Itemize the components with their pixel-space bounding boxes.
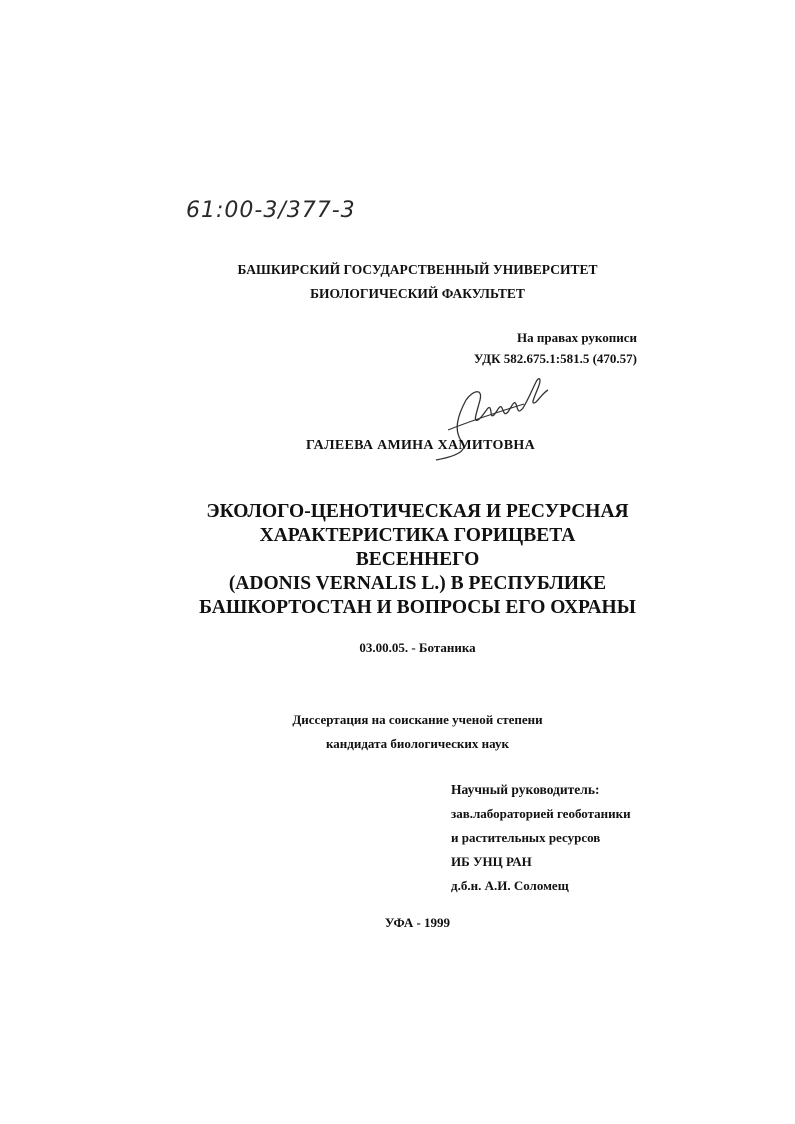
- city-year: УФА - 1999: [384, 915, 451, 930]
- manuscript-rights: На правах рукописи: [517, 330, 637, 345]
- archive-code: 61:00-3/377-3: [186, 198, 356, 223]
- advisor-label: Научный руководитель:: [451, 782, 600, 797]
- title-line-4: (ADONIS VERNALIS L.) В РЕСПУБЛИКЕ: [228, 573, 607, 594]
- title-line-5: БАШКОРТОСТАН И ВОПРОСЫ ЕГО ОХРАНЫ: [199, 597, 636, 618]
- title-line-3: ВЕСЕННЕГО: [355, 549, 480, 570]
- dissertation-title: [20, 500, 795, 620]
- author-name: ГАЛЕЕВА АМИНА ХАМИТОВНА: [306, 438, 535, 453]
- advisor-position: зав.лабораторией геоботаники: [451, 806, 631, 821]
- advisor-institute: ИБ УНЦ РАН: [451, 854, 532, 869]
- university-block: [20, 258, 795, 306]
- advisor-block: [451, 778, 631, 898]
- udc-code: УДК 582.675.1:581.5 (470.57): [473, 351, 637, 366]
- specialty-code: 03.00.05. - Ботаника: [359, 640, 476, 655]
- title-line-2: ХАРАКТЕРИСТИКА ГОРИЦВЕТА: [259, 525, 576, 546]
- degree-line-2: кандидата биологических наук: [326, 736, 509, 751]
- degree-block: [20, 708, 795, 756]
- title-line-1: ЭКОЛОГО-ЦЕНОТИЧЕСКАЯ И РЕСУРСНАЯ: [206, 501, 629, 522]
- advisor-name: д.б.н. А.И. Соломещ: [451, 878, 569, 893]
- university-name: БАШКИРСКИЙ ГОСУДАРСТВЕННЫЙ УНИВЕРСИТЕТ: [237, 262, 598, 277]
- faculty-name: БИОЛОГИЧЕСКИЙ ФАКУЛЬТЕТ: [310, 286, 525, 301]
- degree-line-1: Диссертация на соискание ученой степени: [292, 712, 543, 727]
- advisor-lab: и растительных ресурсов: [451, 830, 601, 845]
